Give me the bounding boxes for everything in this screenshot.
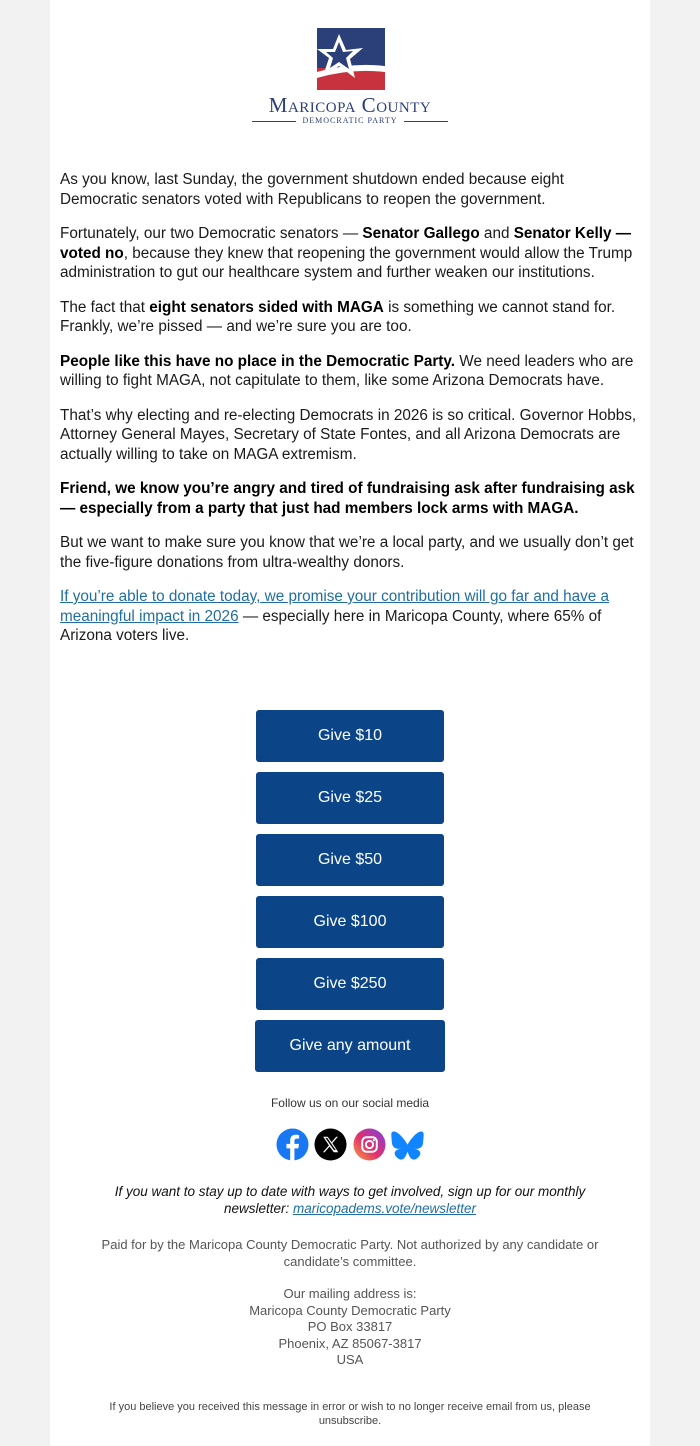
x-icon[interactable] — [314, 1128, 347, 1161]
org-subtitle: DEMOCRATIC PARTY — [250, 115, 450, 127]
paragraph-7: But we want to make sure you know that we’re a local party, and we usually don’t get the five-figure donations from ultra-wealthy donors. — [60, 534, 634, 571]
give-50-button[interactable]: Give $50 — [256, 834, 444, 886]
paid-for-disclaimer: Paid for by the Maricopa County Democratic Party. Not authorized by any candidate or candidate’s committee. — [101, 1237, 599, 1269]
paragraph-3: The fact that eight senators sided with MAGA is something we cannot stand for. Frankly, we’re pissed — and we’re sure you are too. — [60, 298, 616, 335]
social-heading: Follow us on our social media — [270, 1096, 430, 1110]
unsubscribe-notice[interactable]: If you believe you received this message in error or wish to no longer receive email from us, please unsubscribe. — [109, 1401, 591, 1427]
give-250-button[interactable]: Give $250 — [256, 958, 444, 1010]
email-body — [60, 170, 640, 661]
newsletter-signup: If you want to stay up to date with ways to get involved, sign up for our monthly newsletter: maricopadems.vote/newsletter — [114, 1184, 586, 1216]
mailing-address: Our mailing address is: Maricopa County Democratic Party PO Box 33817 Phoenix, AZ 85067-3817 USA — [249, 1286, 451, 1367]
give-any-amount-button[interactable]: Give any amount — [255, 1020, 445, 1072]
instagram-icon[interactable] — [353, 1128, 386, 1161]
org-logo[interactable] — [50, 26, 650, 130]
donate-link[interactable]: If you’re able to donate today, we promise your contribution will go far and have a meaningful impact in 2026 — [60, 588, 610, 625]
social-links — [276, 1128, 424, 1164]
org-name: Maricopa County — [268, 93, 432, 117]
paragraph-4: People like this have no place in the Democratic Party. We need leaders who are willing to fight MAGA, not capitulate to them, like some Arizona Democrats have. — [60, 352, 634, 389]
newsletter-link[interactable]: maricopadems.vote/newsletter — [292, 1201, 477, 1216]
paragraph-1: As you know, last Sunday, the government shutdown ended because eight Democratic senators voted with Republicans to reopen the government. — [60, 171, 564, 208]
give-25-button[interactable]: Give $25 — [256, 772, 444, 824]
star-flag-logo-icon — [317, 28, 385, 90]
donate-buttons — [50, 710, 650, 1082]
give-100-button[interactable]: Give $100 — [256, 896, 444, 948]
paragraph-6: Friend, we know you’re angry and tired of fundraising ask after fundraising ask — especially from a party that just had members lock arms with MAGA. — [60, 480, 635, 517]
email-container — [50, 0, 650, 1446]
footer — [70, 1237, 630, 1369]
paragraph-2: Fortunately, our two Democratic senators — Senator Gallego and Senator Kelly — voted no, because they knew that reopening the government would allow the Trump administration to gut our healthcare system and further weaken our institutions. — [60, 225, 633, 281]
give-10-button[interactable]: Give $10 — [256, 710, 444, 762]
bluesky-icon[interactable] — [391, 1128, 424, 1161]
facebook-icon[interactable] — [276, 1128, 309, 1161]
paragraph-8: If you’re able to donate today, we promise your contribution will go far and have a meaningful impact in 2026 — especially here in Maricopa County, where 65% of Arizona voters live. — [60, 588, 610, 644]
paragraph-5: That’s why electing and re-electing Democrats in 2026 is so critical. Governor Hobbs, Attorney General Mayes, Secretary of State Fontes, and all Arizona Democrats are actually willing to take on MAGA extremism. — [60, 406, 637, 463]
